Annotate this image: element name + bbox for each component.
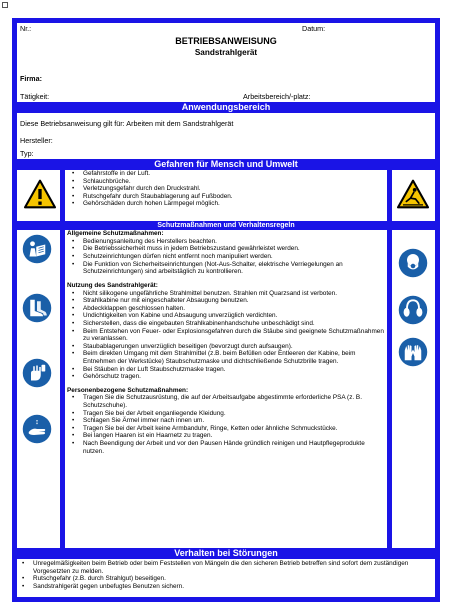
list-item: • Gefahrstoffe in der Luft. [67, 170, 385, 178]
list-item: • Tragen Sie bei der Arbeit enganliegende Kleidung. [67, 410, 385, 418]
nutzung-heading: Nutzung des Sandstrahlgerät: [67, 281, 158, 289]
list-item: • Gehörschäden durch hohen Lärmpegel möglich. [67, 200, 385, 208]
page-subtitle: Sandstrahlgerät [194, 48, 258, 57]
list-item: • Schlauchbrüche. [67, 178, 385, 186]
list-item: • Tragen Sie die Schutzausrüstung, die auf der Arbeitsaufgabe abgestimmte erforderliche PSA (z. B. Schutzschuhe). [67, 394, 385, 409]
list-item: • Verletzungsgefahr durch den Druckstrahl. [67, 185, 385, 193]
safety-boots-icon [22, 293, 52, 323]
nutzung-list [67, 290, 385, 381]
betriebsanweisung-page [12, 18, 440, 602]
taetigkeit-label: Tätigkeit: [20, 92, 50, 101]
warning-triangle-icon [23, 179, 57, 209]
anwendungsbereich-heading: Anwendungsbereich [17, 102, 435, 113]
schutz-heading: Schutzmaßnahmen und Verhaltensregeln [17, 221, 435, 230]
arbeitsbereich-label: Arbeitsbereich/-platz: [243, 92, 311, 101]
anwendungsbereich-text: Diese Betriebsanweisung gilt für: Arbeiten mit dem Sandstrahlgerät [20, 119, 234, 128]
header-nr-row [17, 24, 435, 34]
hersteller-label: Hersteller: [20, 136, 53, 145]
stoerungen-heading: Verhalten bei Störungen [17, 548, 435, 559]
list-item: • Staubablagerungen unverzüglich beseitigen (bevorzugt durch aufsaugen). [67, 343, 385, 351]
list-item: • Rutschgefahr durch Staubablagerung auf Fußboden. [67, 193, 385, 201]
gefahren-heading: Gefahren für Mensch und Umwelt [17, 159, 435, 170]
list-item: • Die Funktion von Sicherheitseinrichtungen (Not-Aus-Schalter, elektrische Verriegelungen an Schutzeinrichtungen) sind arbeitstäglich zu kontrollieren. [67, 261, 385, 276]
datum-label: Datum: [302, 24, 326, 33]
list-item: • Sandstrahlgerät gegen unbefugtes Benutzen sichern. [17, 583, 435, 591]
schutz-right-column-divider [387, 230, 392, 548]
page-corner-marker [2, 2, 8, 8]
list-item: • Gehörschutz tragen. [67, 373, 385, 381]
list-item: • Nach Beendigung der Arbeit und vor den Pausen Hände gründlich reinigen und Hautpflegeprodukte nutzen. [67, 440, 385, 455]
schutz-left-column-divider [60, 230, 65, 548]
nr-label: Nr.: [20, 24, 32, 33]
list-item: • Unregelmäßigkeiten beim Betrieb oder beim Feststellen von Mängeln die den sicheren Betrieb betreffen sind sofort dem zuständigen Vorgesetzten zu melden. [17, 560, 435, 575]
personen-heading: Personenbezogene Schutzmaßnahmen: [67, 386, 189, 394]
list-item: • Schutzeinrichtungen dürfen nicht entfernt noch manipuliert werden. [67, 253, 385, 261]
list-item: • Die Betriebssicherheit muss in jedem Betriebszustand gewährleistet werden. [67, 245, 385, 253]
safety-gloves-icon [398, 337, 428, 367]
list-item: • Abdeckklappen geschlossen halten. [67, 305, 385, 313]
page-title: BETRIEBSANWEISUNG [175, 36, 277, 46]
list-item: • Schlagen Sie Ärmel immer nach innen um. [67, 417, 385, 425]
list-item: • Rutschgefahr (z.B. durch Strahlgut) beseitigen. [17, 575, 435, 583]
gefahren-list [67, 170, 385, 208]
list-item: • Sicherstellen, dass die eingebauten Strahlkabinenhandschuhe unbeschädigt sind. [67, 320, 385, 328]
firma-label: Firma: [20, 74, 42, 83]
list-item: • Undichtigkeiten von Kabine und Absaugung unverzüglich verdichten. [67, 312, 385, 320]
list-item: • Bei Stäuben in der Luft Staubschutzmaske tragen. [67, 366, 385, 374]
schutz-content [67, 230, 385, 455]
header-taetigkeit-row [17, 92, 435, 102]
gefahren-left-column-divider [60, 170, 65, 221]
respirator-mask-icon [398, 248, 428, 278]
list-item: • Nicht silikogene ungefährliche Strahlmittel benutzen. Strahlen mit Quarzsand ist verboten. [67, 290, 385, 298]
hand-washing-icon [22, 414, 52, 444]
personen-list [67, 394, 385, 455]
gefahren-right-column-divider [387, 170, 392, 221]
ear-protection-icon [398, 295, 428, 325]
list-item: • Beim direkten Umgang mit dem Strahlmittel (z.B. beim Befüllen oder Entleeren der Kabine, beim Entnehmen der Werkstücke) Staubschutzmaske und dichtschließende Schutzbrille tragen. [67, 350, 385, 365]
allgemein-heading: Allgemeine Schutzmaßnahmen: [67, 230, 164, 237]
list-item: • Bedienungsanleitung des Herstellers beachten. [67, 238, 385, 246]
list-item: • Bei langen Haaren ist ein Haarnetz zu tragen. [67, 432, 385, 440]
stoerungen-list [17, 560, 435, 590]
typ-label: Typ: [20, 149, 34, 158]
hand-protection-cream-icon [22, 358, 52, 388]
list-item: • Tragen Sie bei der Arbeit keine Armbanduhr, Ringe, Ketten oder ähnliche Schmuckstücke. [67, 425, 385, 433]
list-item: • Strahlkabine nur mit eingeschalteter Absaugung benutzen. [67, 297, 385, 305]
allgemein-list [67, 238, 385, 276]
read-manual-icon [22, 234, 52, 264]
slippery-floor-warning-icon [396, 179, 430, 209]
list-item: • Beim Entstehen von Feuer- oder Explosionsgefahren durch die Stäube sind geeignete Schutzmaßnahmen zu veranlassen. [67, 328, 385, 343]
